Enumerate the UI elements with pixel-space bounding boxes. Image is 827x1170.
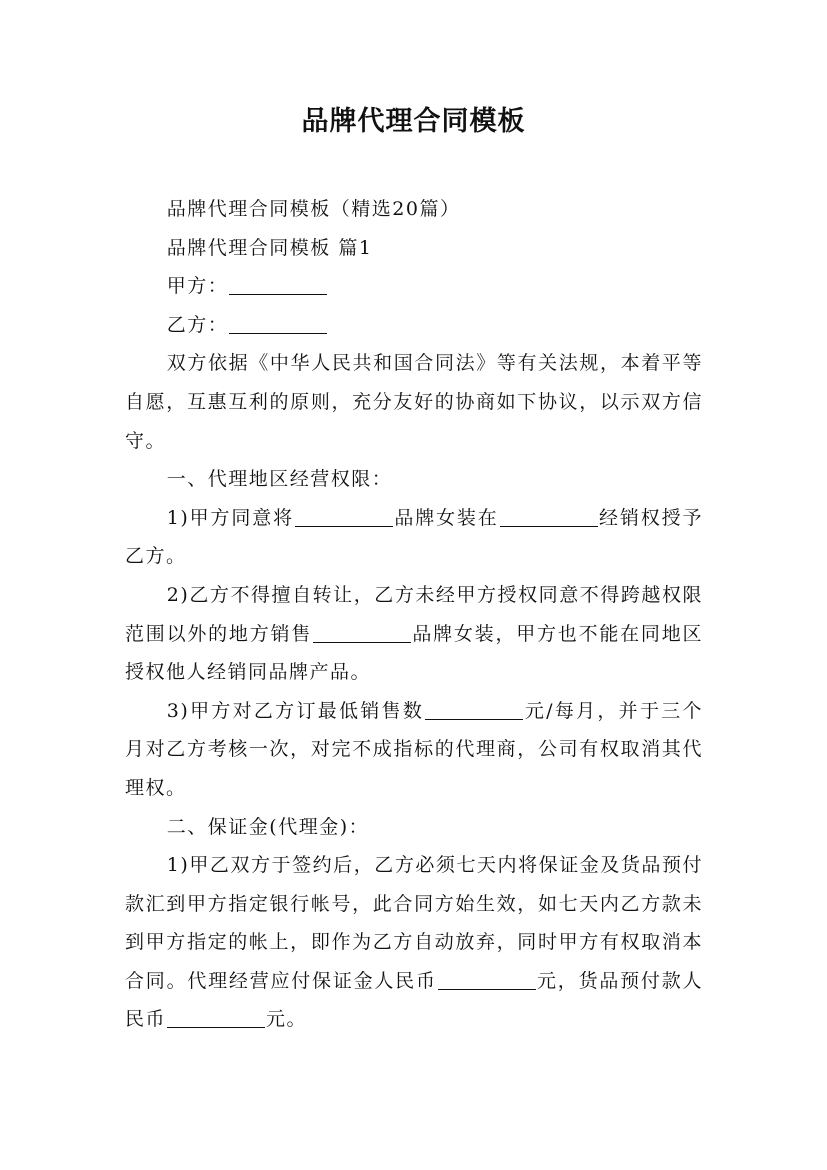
clause-1-1 — [125, 499, 703, 576]
brand-blank — [295, 507, 393, 527]
document-title: 品牌代理合同模板 — [301, 106, 526, 137]
prepayment-amount-blank — [167, 1008, 265, 1028]
document-subtitle: 品牌代理合同模板（精选20篇） — [166, 198, 461, 220]
clause-1-3-text-a: 3)甲方对乙方订最低销售数 — [166, 699, 425, 722]
party-a-blank — [229, 275, 327, 295]
preamble-paragraph: 双方依据《中华人民共和国合同法》等有关法规，本着平等自愿，互惠互利的原则，充分友好的协商如下协议，以示双方信守。 — [125, 352, 703, 452]
clause-2-1-text-a: 1)甲乙双方于签约后，乙方必须七天内将保证金及货品预付款汇到甲方指定银行帐号，此合同方始生效，如七天内乙方款未到甲方指定的帐上，即作为乙方自动放弃，同时甲方有权取消本合同。代理经营应付保证金人民币 — [125, 854, 703, 992]
clause-2-1-text-b: 元，货品预付款人民币 — [125, 969, 703, 1031]
clause-2-1 — [125, 846, 703, 1039]
brand-blank-2 — [313, 623, 411, 643]
party-b-label: 乙方： — [166, 313, 229, 336]
clause-1-1-text-a: 1)甲方同意将 — [166, 506, 294, 529]
region-blank — [500, 507, 598, 527]
clause-1-2 — [125, 576, 703, 692]
party-b-blank — [229, 314, 327, 334]
party-a-line — [125, 267, 703, 306]
article-2-heading: 二、保证金(代理金)： — [166, 815, 370, 838]
clause-1-1-text-c: 经销权授予乙方。 — [125, 506, 703, 568]
deposit-amount-blank — [438, 970, 536, 990]
clause-1-1-text-b: 品牌女装在 — [393, 506, 499, 529]
clause-1-2-text-a: 2)乙方不得擅自转让，乙方未经甲方授权同意不得跨越权限范围以外的地方销售 — [125, 583, 703, 645]
section-heading: 品牌代理合同模板 篇1 — [166, 236, 373, 259]
article-1-heading: 一、代理地区经营权限： — [166, 468, 393, 491]
min-sales-blank — [425, 700, 523, 720]
party-b-line — [125, 306, 703, 345]
clause-1-3-text-b: 元/每月，并于三个月对乙方考核一次，对完不成指标的代理商，公司有权取消其代理权。 — [125, 699, 703, 799]
clause-2-1-text-c: 元。 — [266, 1008, 308, 1031]
party-a-label: 甲方： — [166, 275, 229, 298]
document-body — [125, 190, 703, 1039]
clause-1-3 — [125, 692, 703, 808]
clause-1-2-text-b: 品牌女装，甲方也不能在同地区授权他人经销同品牌产品。 — [125, 622, 703, 684]
